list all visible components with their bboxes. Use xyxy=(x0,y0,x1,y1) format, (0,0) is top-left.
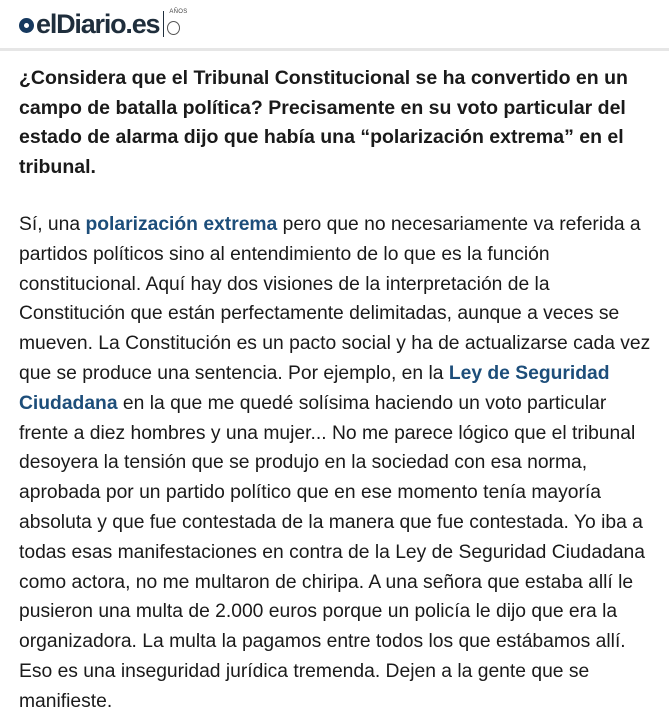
logo-text: elDiario.es xyxy=(36,9,160,39)
article-body xyxy=(19,64,655,717)
interview-answer xyxy=(19,210,655,717)
anniversary-one-icon xyxy=(163,11,164,37)
answer-text-1: Sí, una xyxy=(19,214,86,235)
logo-circle-icon xyxy=(19,18,34,33)
anniversary-badge xyxy=(163,8,189,40)
site-header xyxy=(0,0,669,51)
link-ley-seguridad-ciudadana[interactable]: Ley de Seguridad Ciudadana xyxy=(19,362,610,414)
anniversary-zero-icon xyxy=(167,21,180,35)
answer-text-3: en la que me quedé solísima haciendo un voto particular frente a diez hombres y una mujer... No me parece lógico que el tribunal desoyera la tensión que se produjo en la sociedad con esa norma, aprobada por un partido político que en ese momento tenía mayoría absoluta y que fue contestada de la manera que fue contestada. Yo iba a todas esas manifestaciones en contra de la Ley de Seguridad Ciudadana como actora, no me multaron de chiripa. A una señora que estaba allí le pusieron una multa de 2.000 euros porque un policía le dijo que era la organizadora. La multa la pagamos entre todos los que estábamos allí. Eso es una inseguridad jurídica tremenda. Dejen a la gente que se manifieste. xyxy=(19,392,645,712)
link-polarizacion-extrema[interactable]: polarización extrema xyxy=(85,214,278,235)
answer-text-2: pero que no necesariamente va referida a partidos políticos sino al entendimiento de lo que es la función constitucional. Aquí hay dos visiones de la interpretación de la Constitución que están perfectamente delimitadas, aunque a veces se mueven. La Constitución es un pacto social y ha de actualizarse cada vez que se produce una sentencia. Por ejemplo, en la xyxy=(19,214,651,384)
site-logo[interactable] xyxy=(19,8,189,40)
interview-question: ¿Considera que el Tribunal Constitucional se ha convertido en un campo de batalla política? Precisamente en su voto particular del estado de alarma dijo que había una “polarización extrema” en el tribunal. xyxy=(19,67,628,178)
anniversary-label: AÑOS xyxy=(169,9,188,15)
